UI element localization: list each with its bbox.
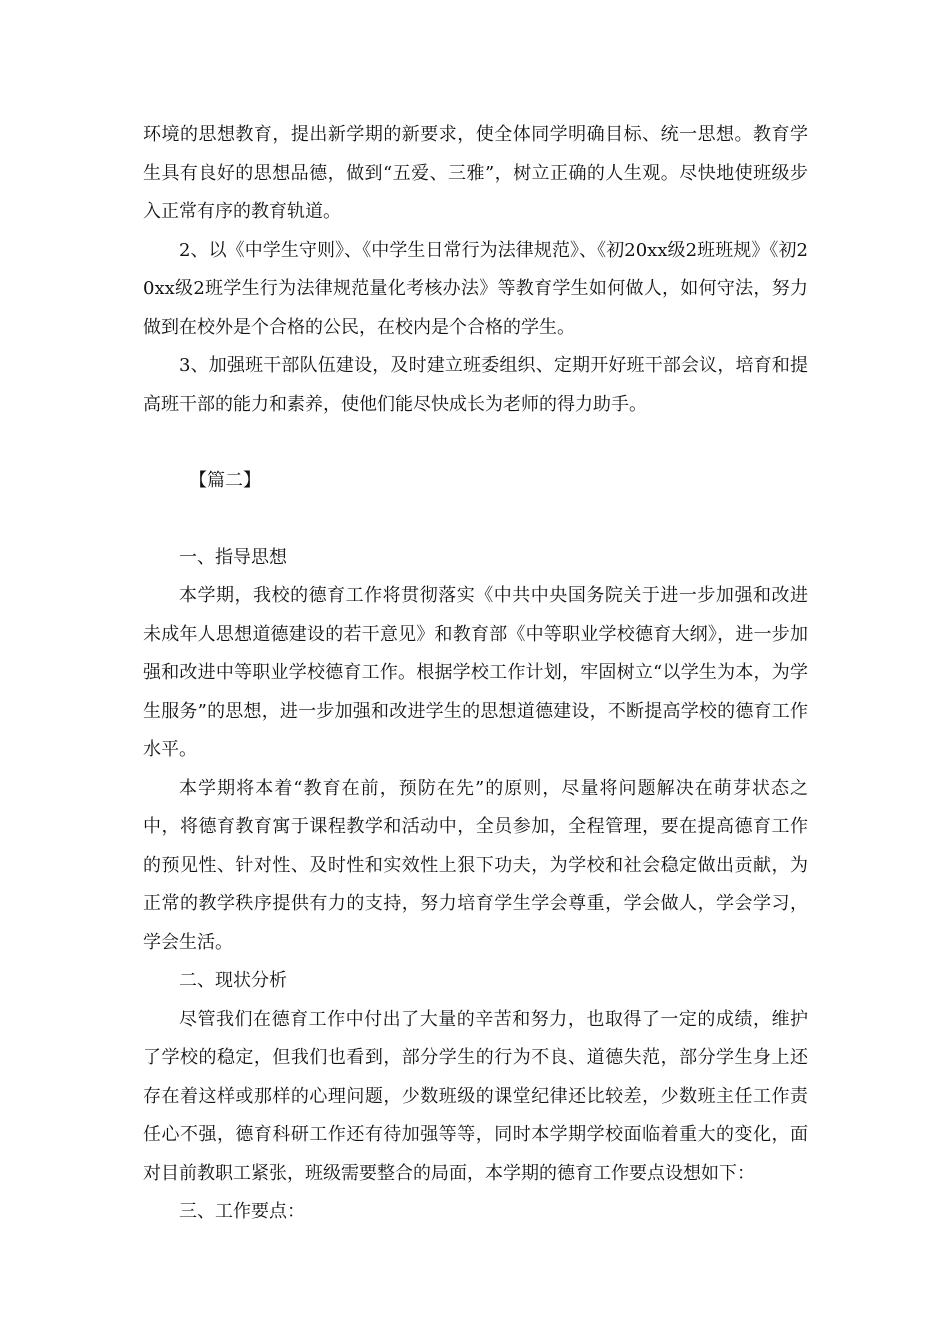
heading-status-analysis: 二、现状分析 [179,970,287,991]
heading-work-points: 三、工作要点： [179,1201,305,1222]
document-body [143,116,808,1232]
paragraph-principle: 本学期将本着“教育在前，预防在先”的原则，尽量将问题解决在萌芽状态之中，将德育教育寓于课程教学和活动中，全员参加，全程管理，要在提高德育工作的预见性、针对性、及时性和实效性上狠下功夫，为学校和社会稳定做出贡献，为正常的教学秩序提供有力的支持，努力培育学生学会尊重，学会做人，学会学习，学会生活。 [143,777,808,953]
section-title: 【篇二】 [189,470,261,491]
continuation-paragraph: 环境的思想教育，提出新学期的新要求，使全体同学明确目标、统一思想。教育学生具有良好的思想品德，做到“五爱、三雅”，树立正确的人生观。尽快地使班级步入正常有序的教育轨道。 [143,124,808,222]
paragraph-guiding-thought: 本学期，我校的德育工作将贯彻落实《中共中央国务院关于进一步加强和改进未成年人思想道德建设的若干意见》和教育部《中等职业学校德育大纲》，进一步加强和改进中等职业学校德育工作。根据学校工作计划，牢固树立“以学生为本，为学生服务”的思想，进一步加强和改进学生的思想道德建设，不断提高学校的德育工作水平。 [143,585,808,760]
list-item-3: 3、加强班干部队伍建设，及时建立班委组织、定期开好班干部会议，培育和提高班干部的能力和素养，使他们能尽快成长为老师的得力助手。 [143,355,808,415]
paragraph-status-analysis: 尽管我们在德育工作中付出了大量的辛苦和努力，也取得了一定的成绩，维护了学校的稳定，但我们也看到，部分学生的行为不良、道德失范，部分学生身上还存在着这样或那样的心理问题，少数班级的课堂纪律还比较差，少数班主任工作责任心不强，德育科研工作还有待加强等等，同时本学期学校面临着重大的变化，面对目前教职工紧张，班级需要整合的局面，本学期的德育工作要点设想如下： [143,1008,808,1184]
heading-guiding-thought: 一、指导思想 [179,546,287,568]
list-item-2: 2、以《中学生守则》、《中学生日常行为法律规范》、《初20xx级2班班规》《初20xx级2班学生行为法律规范量化考核办法》等教育学生如何做人，如何守法，努力做到在校外是个合格的公民，在校内是个合格的学生。 [143,239,808,338]
